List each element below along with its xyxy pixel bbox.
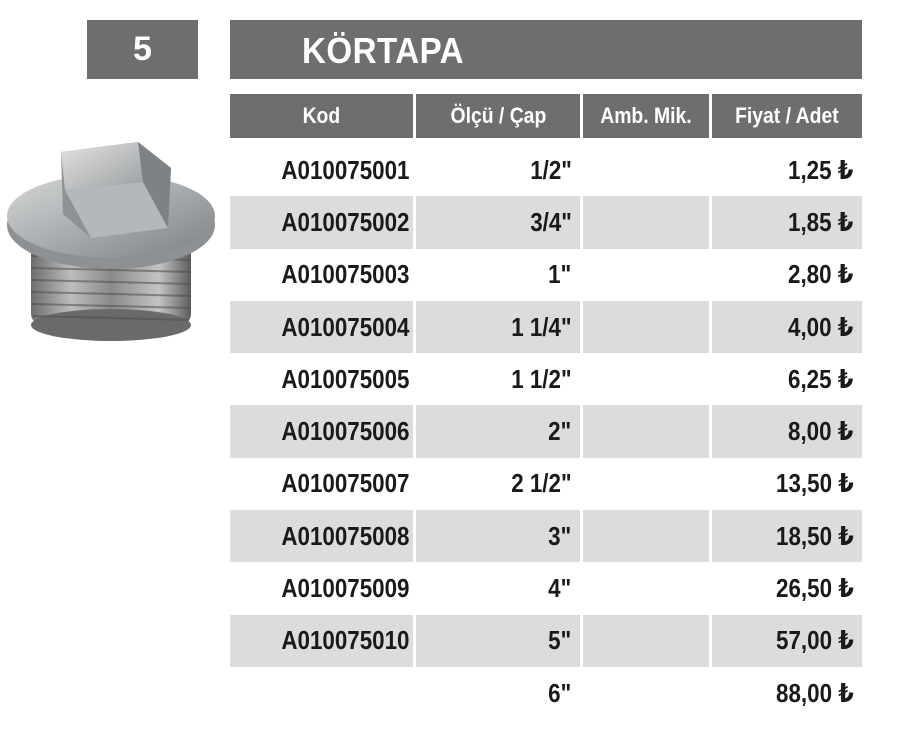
cell-pack-qty (583, 144, 709, 196)
header-size: Ölçü / Çap (416, 94, 580, 138)
plug-fitting-image (3, 130, 223, 345)
cell-code (230, 667, 413, 719)
cell-code: A010075003 (281, 259, 410, 290)
cell-pack-qty (583, 615, 709, 667)
table-row (230, 196, 862, 248)
cell-price: 2,80 ₺ (788, 259, 854, 290)
cell-size: 5" (416, 615, 580, 667)
cell-code: A010075005 (281, 363, 410, 394)
table-row (230, 301, 862, 353)
cell-price: 1,85 ₺ (712, 196, 862, 248)
cell-price: 88,00 ₺ (775, 677, 854, 708)
cell-price: 26,50 ₺ (775, 573, 854, 604)
table-row (230, 458, 862, 510)
cell-code: A010075009 (281, 573, 410, 604)
table-row (230, 615, 862, 667)
price-table (230, 94, 862, 719)
cell-code: A010075007 (281, 468, 410, 499)
table-row (230, 562, 862, 614)
cell-code: A010075006 (230, 405, 413, 457)
header-code: Kod (230, 94, 413, 138)
cell-price: 18,50 ₺ (712, 510, 862, 562)
cell-pack-qty (583, 667, 709, 719)
table-header (230, 94, 862, 138)
cell-size: 1 1/4" (416, 301, 580, 353)
cell-code: A010075002 (230, 196, 413, 248)
cell-price: 6,25 ₺ (788, 363, 854, 394)
cell-price: 13,50 ₺ (775, 468, 854, 499)
section-number: 5 (87, 20, 198, 79)
table-row (230, 667, 862, 719)
cell-price: 57,00 ₺ (712, 615, 862, 667)
cell-pack-qty (583, 249, 709, 301)
cell-price: 1,25 ₺ (788, 154, 854, 185)
cell-code: A010075010 (230, 615, 413, 667)
cell-size: 1 1/2" (511, 363, 572, 394)
page-title: KÖRTAPA (302, 30, 465, 71)
cell-code: A010075001 (281, 154, 410, 185)
cell-price: 8,00 ₺ (712, 405, 862, 457)
cell-size: 4" (548, 573, 572, 604)
cell-pack-qty (583, 196, 709, 248)
cell-pack-qty (583, 353, 709, 405)
table-row (230, 144, 862, 196)
cell-code: A010075004 (230, 301, 413, 353)
table-row (230, 249, 862, 301)
cell-pack-qty (583, 510, 709, 562)
cell-size: 3" (416, 510, 580, 562)
cell-pack-qty (583, 301, 709, 353)
cell-size: 6" (548, 677, 572, 708)
title-bar (230, 20, 862, 79)
cell-size: 3/4" (416, 196, 580, 248)
table-row (230, 405, 862, 457)
cell-code: A010075008 (230, 510, 413, 562)
cell-size: 2 1/2" (511, 468, 572, 499)
header-pack-qty: Amb. Mik. (583, 94, 709, 138)
table-row (230, 353, 862, 405)
cell-pack-qty (583, 562, 709, 614)
cell-price: 4,00 ₺ (712, 301, 862, 353)
cell-pack-qty (583, 405, 709, 457)
table-row (230, 510, 862, 562)
cell-size: 1" (548, 259, 572, 290)
cell-size: 1/2" (529, 154, 572, 185)
header-price: Fiyat / Adet (712, 94, 862, 138)
cell-pack-qty (583, 458, 709, 510)
cell-size: 2" (416, 405, 580, 457)
